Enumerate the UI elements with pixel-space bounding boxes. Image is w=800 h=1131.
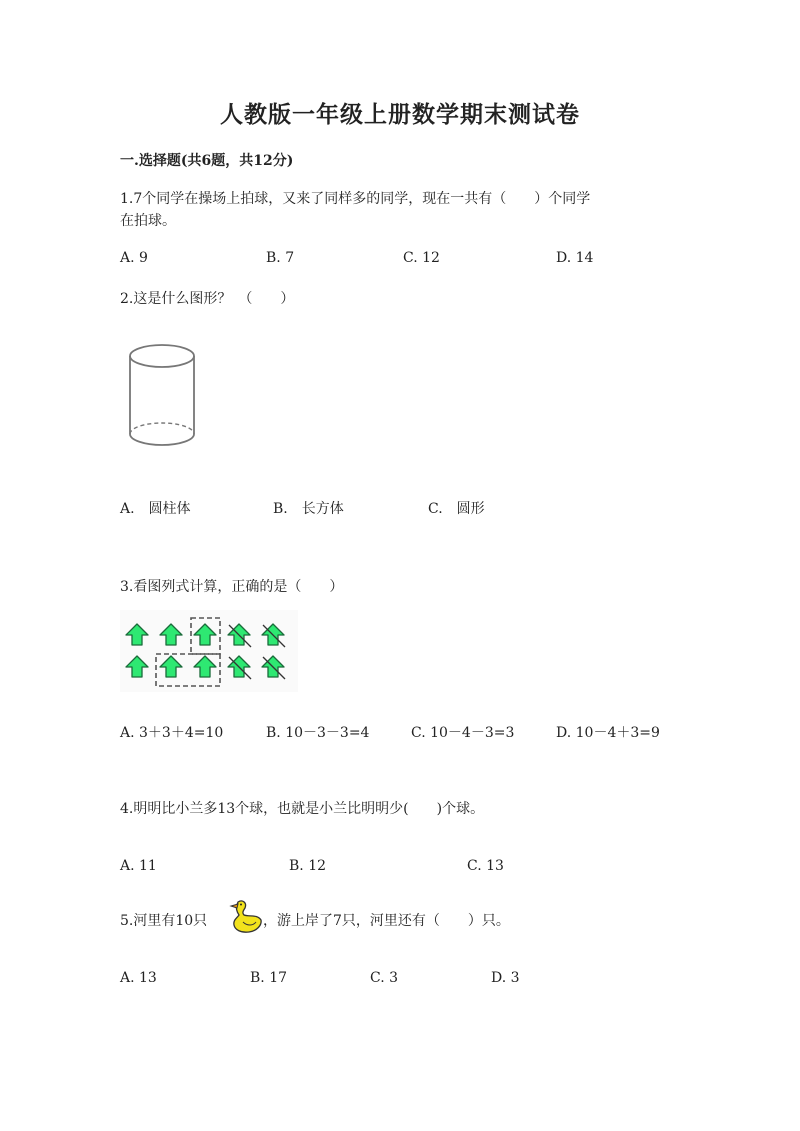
question-1-option-c: C. 12: [403, 250, 440, 266]
question-5-option-c: C. 3: [370, 970, 399, 986]
cylinder-icon: [124, 340, 202, 456]
question-4-option-b: B. 12: [289, 858, 327, 874]
duck-icon: [229, 898, 263, 936]
section-heading: 一.选择题(共6题，共12分): [120, 153, 294, 169]
question-1-line-1: 1.7个同学在操场上拍球，又来了同样多的同学，现在一共有（ ）个同学: [120, 191, 591, 207]
question-5-option-b: B. 17: [250, 970, 288, 986]
question-5-option-d: D. 3: [491, 970, 520, 986]
question-3-line-1: 3.看图列式计算，正确的是（ ）: [120, 579, 344, 595]
question-3-option-d: D. 10－4＋3=9: [556, 725, 660, 741]
question-2-option-c: C. 圆形: [428, 501, 485, 517]
question-1-line-2: 在拍球。: [120, 213, 176, 229]
question-4-line-1: 4.明明比小兰多13个球，也就是小兰比明明少( )个球。: [120, 801, 485, 817]
question-1-option-d: D. 14: [556, 250, 594, 266]
question-5-text-before: 5.河里有10只: [120, 913, 208, 929]
question-2-line-1: 2.这是什么图形？ （ ）: [120, 291, 295, 307]
question-1-option-a: A. 9: [120, 250, 148, 266]
question-3-option-b: B. 10－3－3=4: [266, 725, 370, 741]
question-2-option-b: B. 长方体: [273, 501, 344, 517]
question-5-text-after: ，游上岸了7只，河里还有（ ）只。: [263, 913, 510, 929]
question-5-option-a: A. 13: [120, 970, 157, 986]
page-title: 人教版一年级上册数学期末测试卷: [220, 101, 580, 128]
question-3-option-c: C. 10－4－3=3: [411, 725, 515, 741]
question-3-option-a: A. 3＋3＋4=10: [120, 725, 224, 741]
question-4-option-a: A. 11: [120, 858, 157, 874]
question-1-option-b: B. 7: [266, 250, 295, 266]
green-arrows-icon: [120, 610, 298, 692]
question-2-option-a: A. 圆柱体: [120, 501, 191, 517]
question-4-option-c: C. 13: [467, 858, 504, 874]
